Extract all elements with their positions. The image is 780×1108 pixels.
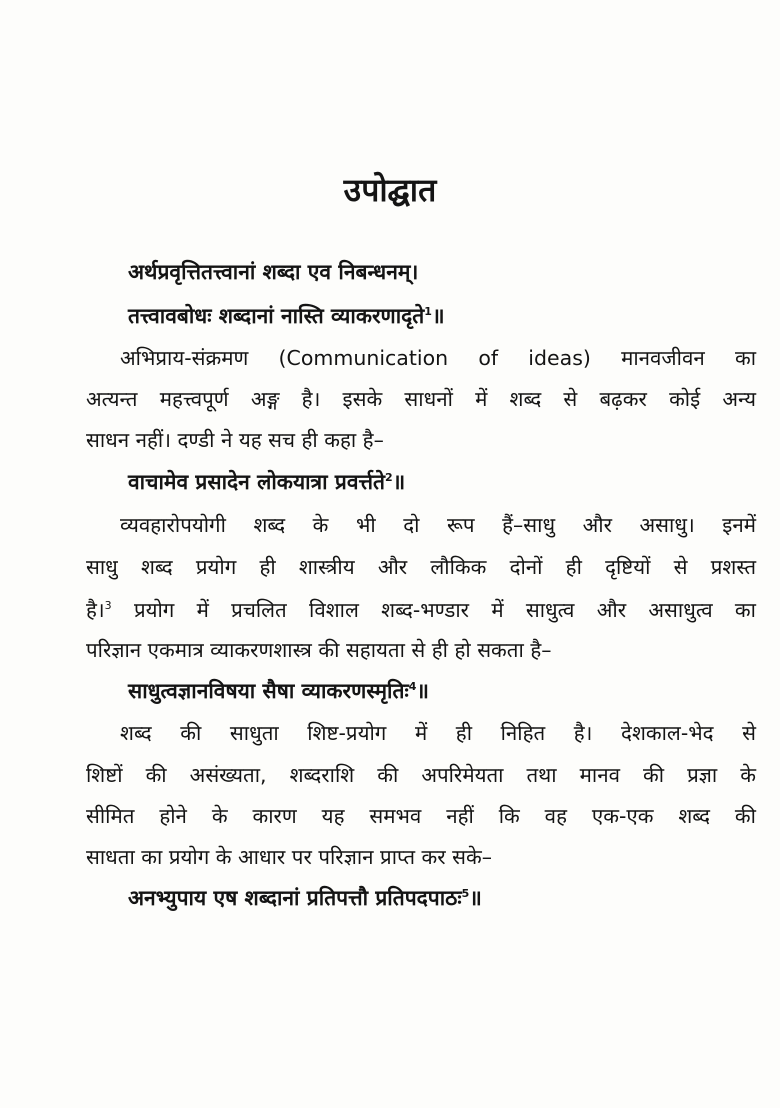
verse-text: अनभ्युपाय एष शब्दानां प्रतिपत्तौ प्रतिपदपाठः bbox=[128, 886, 462, 910]
verse-line bbox=[128, 302, 445, 330]
text: है। bbox=[86, 598, 105, 622]
verse-end: ॥ bbox=[392, 470, 406, 494]
page-title: उपोद्घात bbox=[343, 171, 437, 209]
verse-text: वाचामेव प्रसादेन लोकयात्रा प्रवर्त्तते bbox=[128, 470, 386, 494]
paragraph-line: शब्द की साधुता शिष्ट-प्रयोग में ही निहित है। देशकाल-भेद से bbox=[120, 721, 756, 745]
paragraph-line: परिज्ञान एकमात्र व्याकरणशास्त्र की सहायता से ही हो सकता है– bbox=[86, 638, 552, 662]
verse-line bbox=[128, 677, 429, 705]
paragraph-line bbox=[86, 596, 756, 624]
footnote-ref: 1 bbox=[424, 305, 432, 318]
paragraph-line: शिष्टों की असंख्यता, शब्दराशि की अपरिमेयता तथा मानव की प्रज्ञा के bbox=[86, 763, 756, 787]
paragraph-line: सीमित होने के कारण यह समभव नहीं कि वह एक-एक शब्द की bbox=[86, 804, 756, 828]
footnote-ref: 4 bbox=[408, 680, 417, 693]
verse-end: ॥ bbox=[416, 679, 429, 703]
verse-end: ॥ bbox=[431, 304, 445, 328]
paragraph-line: साधु शब्द प्रयोग ही शास्त्रीय और लौकिक दोनों ही दृष्टियों से प्रशस्त bbox=[86, 555, 756, 579]
verse-text: तत्त्वावबोधः शब्दानां नास्ति व्याकरणादृते bbox=[128, 304, 425, 328]
paragraph-line: साधता का प्रयोग के आधार पर परिज्ञान प्राप्त कर सके– bbox=[86, 845, 493, 869]
verse-line bbox=[128, 468, 405, 496]
footnote-ref: 2 bbox=[385, 471, 393, 484]
paragraph-line: व्यवहारोपयोगी शब्द के भी दो रूप हैं–साधु और असाधु। इनमें bbox=[120, 513, 756, 537]
verse-line: अर्थप्रवृत्तितत्त्वानां शब्दा एव निबन्धनम्। bbox=[128, 260, 419, 284]
verse-line bbox=[128, 884, 482, 912]
text: प्रयोग में प्रचलित विशाल शब्द-भण्डार में साधुत्व और असाधुत्व का bbox=[111, 598, 756, 622]
footnote-ref: 3 bbox=[104, 599, 112, 613]
paragraph-line: अत्यन्त महत्त्वपूर्ण अङ्ग है। इसके साधनों में शब्द से बढ़कर कोई अन्य bbox=[86, 387, 756, 411]
verse-text: साधुत्वज्ञानविषया सैषा व्याकरणस्मृतिः bbox=[128, 679, 409, 703]
footnote-ref: 5 bbox=[461, 887, 470, 900]
verse-end: ॥ bbox=[469, 886, 482, 910]
paragraph-line: साधन नहीं। दण्डी ने यह सच ही कहा है– bbox=[86, 428, 384, 452]
paragraph-line: अभिप्राय-संक्रमण (Communication of ideas) मानवजीवन का bbox=[120, 346, 756, 370]
